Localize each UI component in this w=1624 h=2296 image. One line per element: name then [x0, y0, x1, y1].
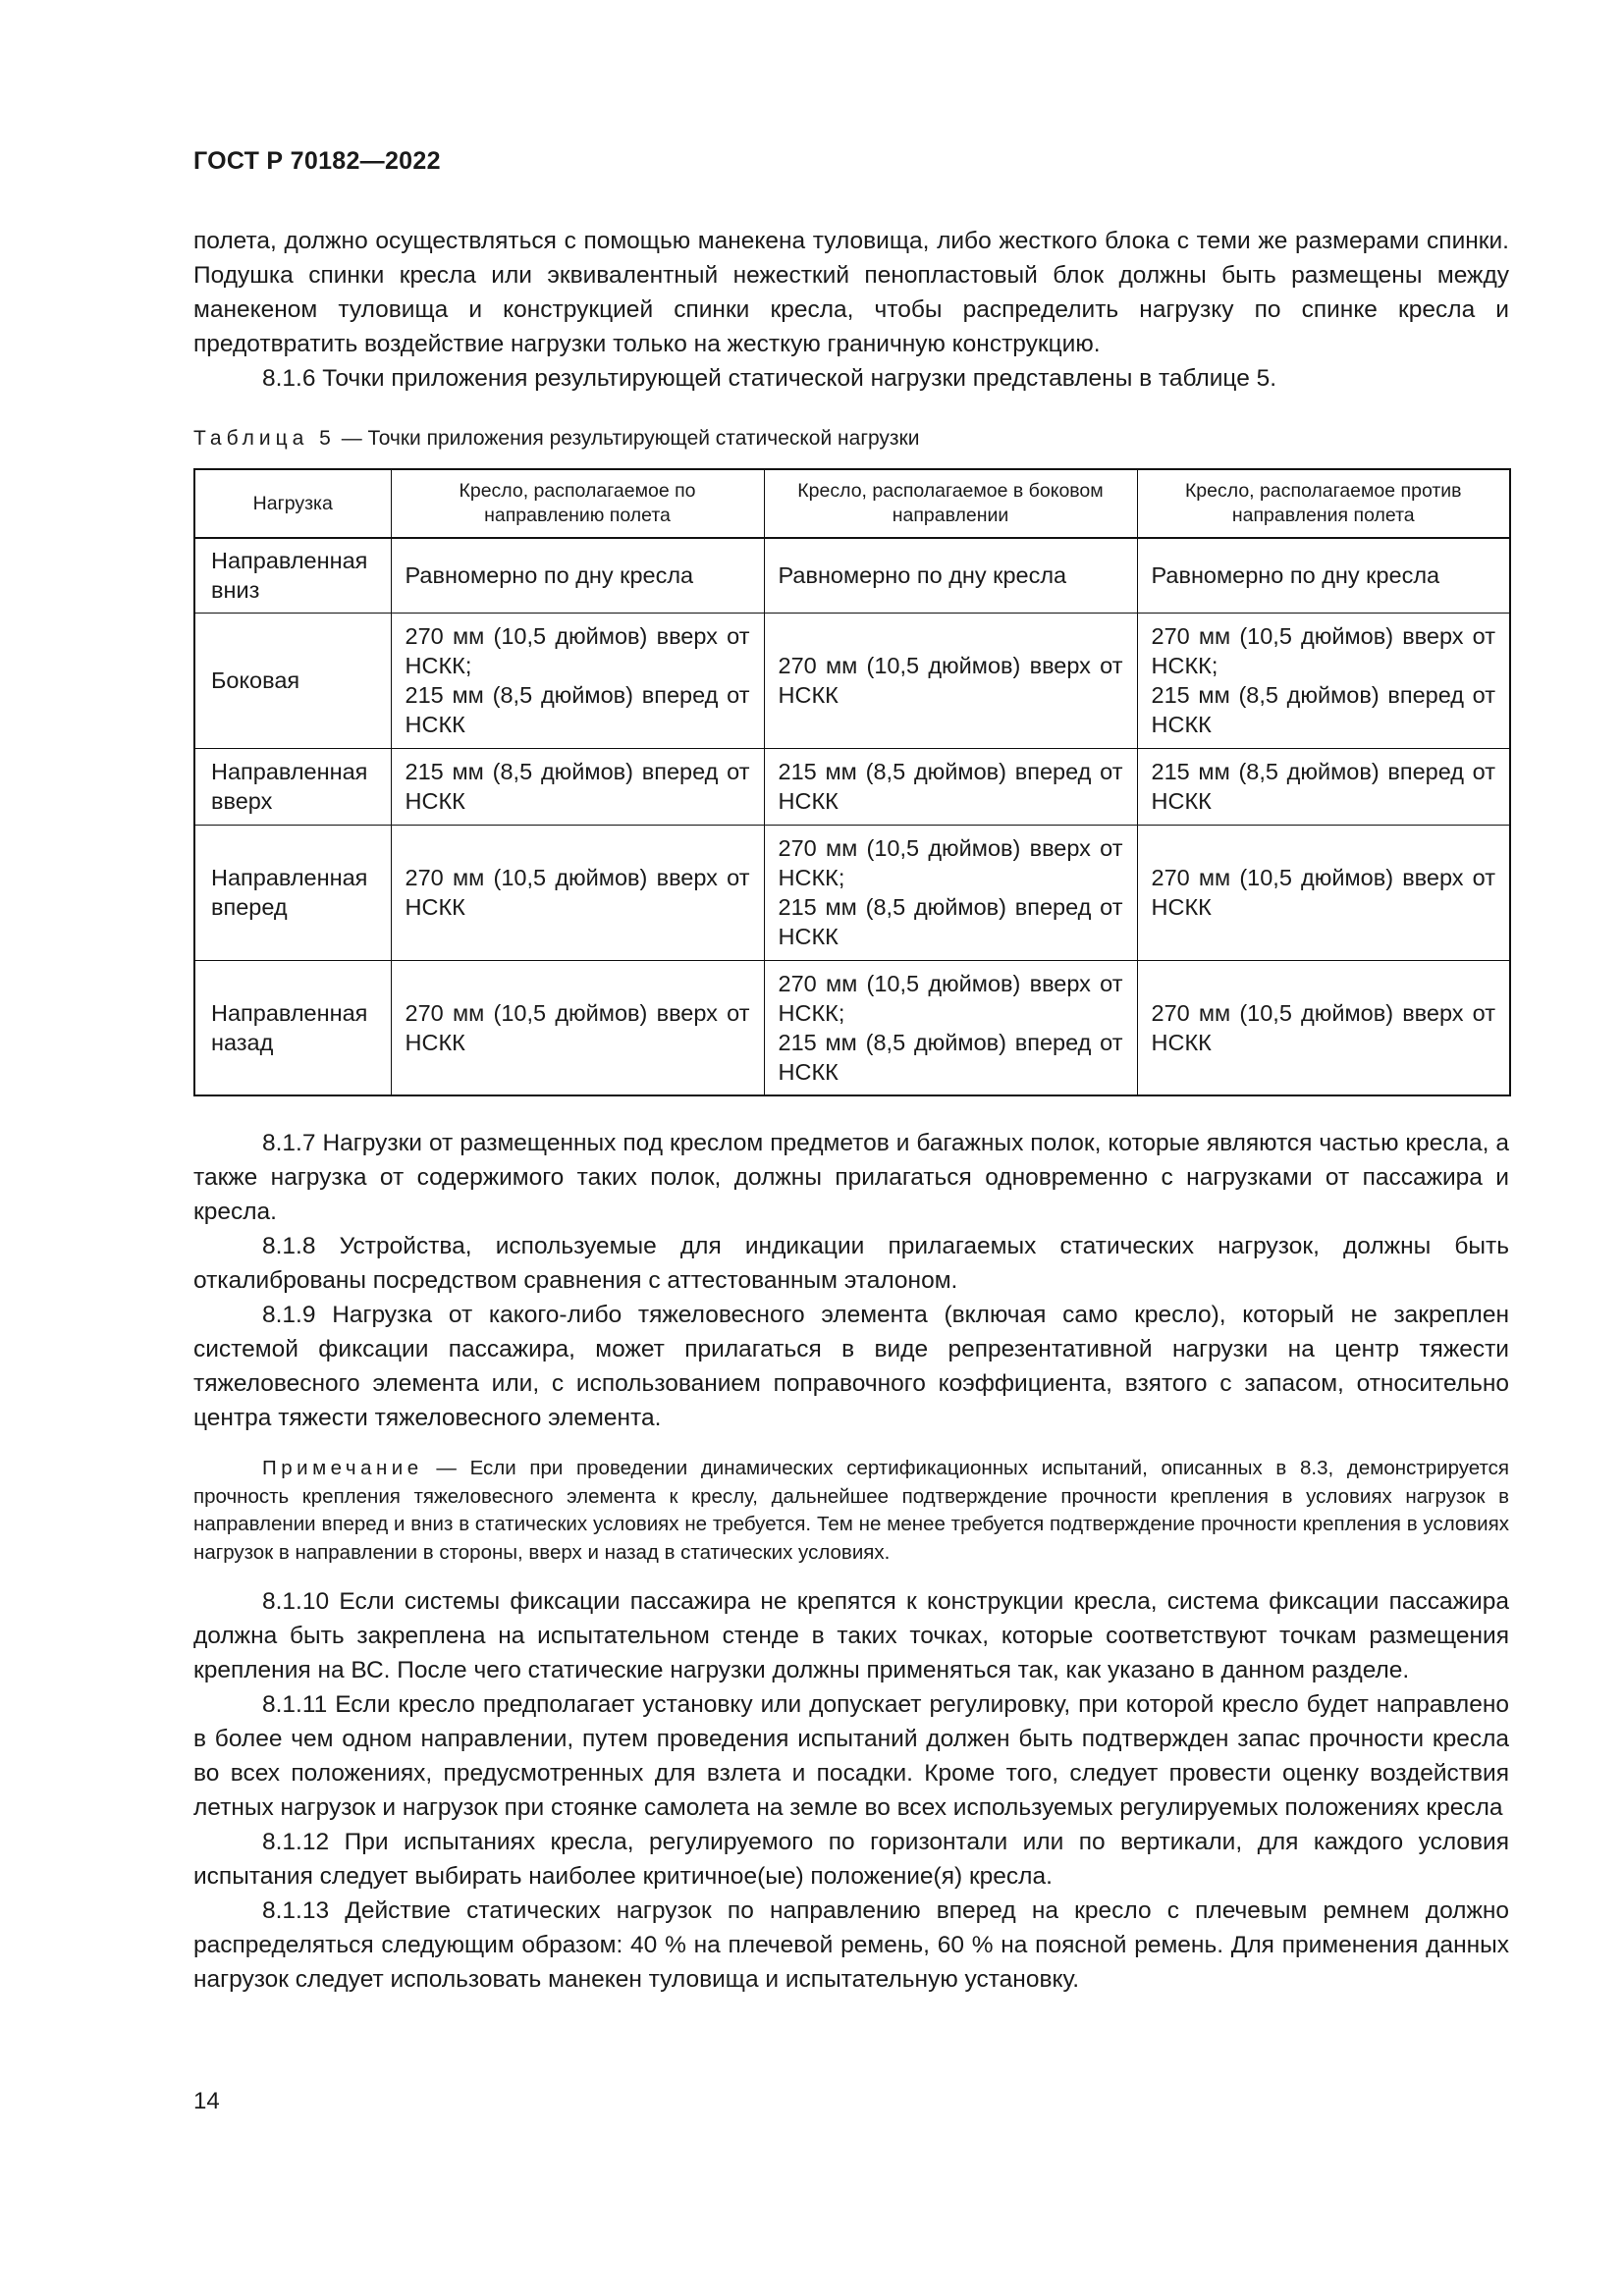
header-forward-seat: Кресло, располагаемое по направлению полета: [391, 469, 764, 538]
table-cell: Направленная вперед: [194, 825, 391, 960]
paragraph-8-1-9: 8.1.9 Нагрузка от какого-либо тяжеловесного элемента (включая само кресло), который не закреплен системой фиксации пассажира, может прилагаться в виде репрезентативной нагрузки на центр тяжести тяжеловесного элемента или, с использованием поправочного коэффициента, взятого с запасом, относительно центра тяжести тяжеловесного элемента.: [193, 1302, 1509, 1431]
paragraph-8-1-7: 8.1.7 Нагрузки от размещенных под креслом предметов и багажных полок, которые являются частью кресла, а также нагрузка от содержимого таких полок, должны прилагаться одновременно с нагрузками от пассажира и кресла.: [193, 1130, 1509, 1225]
table-caption: [193, 425, 1509, 453]
body-text: [193, 1126, 1509, 1997]
paragraph-8-1-12: 8.1.12 При испытаниях кресла, регулируемого по горизонтали или по вертикали, для каждого условия испытания следует выбирать наиболее критичное(ые) положение(я) кресла.: [193, 1829, 1509, 1890]
note: [193, 1455, 1509, 1567]
table-cell: 270 мм (10,5 дюймов) вверх от НСКК: [391, 960, 764, 1095]
table-cell: Направленная вниз: [194, 538, 391, 613]
table-caption-text: — Точки приложения результирующей статической нагрузки: [335, 427, 920, 450]
table-cell: Равномерно по дну кресла: [391, 538, 764, 613]
table-cell: 270 мм (10,5 дюймов) вверх от НСКК; 215 мм (8,5 дюймов) вперед от НСКК: [1137, 613, 1510, 748]
table-cell: 270 мм (10,5 дюймов) вверх от НСКК: [764, 613, 1137, 748]
table-row: [194, 613, 1510, 748]
table-cell: 270 мм (10,5 дюймов) вверх от НСКК: [391, 825, 764, 960]
note-label: Примечание: [262, 1457, 423, 1479]
table-row: [194, 748, 1510, 825]
table-cell: 270 мм (10,5 дюймов) вверх от НСКК: [1137, 960, 1510, 1095]
paragraph-8-1-10: 8.1.10 Если системы фиксации пассажира не крепятся к конструкции кресла, система фиксации пассажира должна быть закреплена на испытательном стенде в таких точках, которые соответствуют точкам размещения крепления на ВС. После чего статические нагрузки должны применяться так, как указано в данном разделе.: [193, 1588, 1509, 1683]
table-cell: Равномерно по дну кресла: [1137, 538, 1510, 613]
table-cell: Направленная назад: [194, 960, 391, 1095]
table-cell: 215 мм (8,5 дюймов) вперед от НСКК: [764, 748, 1137, 825]
table-cell: 215 мм (8,5 дюймов) вперед от НСКК: [1137, 748, 1510, 825]
header-aft-seat: Кресло, располагаемое против направления полета: [1137, 469, 1510, 538]
page-content: [193, 224, 1509, 1997]
paragraph-8-1-8: 8.1.8 Устройства, используемые для индикации прилагаемых статических нагрузок, должны быть откалиброваны посредством сравнения с аттестованным эталоном.: [193, 1233, 1509, 1294]
note-text: — Если при проведении динамических сертификационных испытаний, описанных в 8.3, демонстрируется прочность крепления тяжеловесного элемента к креслу, дальнейшее подтверждение прочности крепления в условиях нагрузок в направлении вперед и вниз в статических условиях не требуется. Тем не менее требуется подтверждение прочности крепления в условиях нагрузок в направлении в стороны, вверх и назад в статических условиях.: [193, 1457, 1509, 1564]
table-cell: Боковая: [194, 613, 391, 748]
header-side-seat: Кресло, располагаемое в боковом направлении: [764, 469, 1137, 538]
header-load: Нагрузка: [194, 469, 391, 538]
paragraph-8-1-6: 8.1.6 Точки приложения результирующей статической нагрузки представлены в таблице 5.: [262, 365, 1277, 392]
table-caption-label: Таблица 5: [193, 427, 336, 450]
table-cell: 270 мм (10,5 дюймов) вверх от НСКК; 215 мм (8,5 дюймов) вперед от НСКК: [764, 825, 1137, 960]
table-row: [194, 538, 1510, 613]
table-row: [194, 825, 1510, 960]
table-cell: 270 мм (10,5 дюймов) вверх от НСКК; 215 мм (8,5 дюймов) вперед от НСКК: [764, 960, 1137, 1095]
page-number: 14: [193, 2088, 220, 2114]
table-row: [194, 960, 1510, 1095]
table-cell: Равномерно по дну кресла: [764, 538, 1137, 613]
table-cell: 270 мм (10,5 дюймов) вверх от НСКК; 215 мм (8,5 дюймов) вперед от НСКК: [391, 613, 764, 748]
table-cell: 215 мм (8,5 дюймов) вперед от НСКК: [391, 748, 764, 825]
static-load-table: [193, 468, 1511, 1096]
table-cell: Направленная вверх: [194, 748, 391, 825]
document-header: ГОСТ Р 70182—2022: [193, 147, 441, 175]
table-header-row: [194, 469, 1510, 538]
paragraph-8-1-13: 8.1.13 Действие статических нагрузок по направлению вперед на кресло с плечевым ремнем должно распределяться следующим образом: 40 % на плечевой ремень, 60 % на поясной ремень. Для применения данных нагрузок следует использовать манекен туловища и испытательную установку.: [193, 1897, 1509, 1993]
paragraph-8-1-11: 8.1.11 Если кресло предполагает установку или допускает регулировку, при которой кресло будет направлено в более чем одном направлении, путем проведения испытаний должен быть подтвержден запас прочности кресла во всех положениях, предусмотренных для взлета и посадки. Кроме того, следует провести оценку воздействия летных нагрузок и нагрузок при стоянке самолета на земле во всех используемых регулируемых положениях кресла: [193, 1691, 1509, 1821]
intro-paragraph: полета, должно осуществляться с помощью манекена туловища, либо жесткого блока с теми же размерами спинки. Подушка спинки кресла или эквивалентный нежесткий пенопластовый блок должны быть размещены между манекеном туловища и конструкцией спинки кресла, чтобы распределить нагрузку по спинке кресла и предотвратить воздействие нагрузки только на жесткую граничную конструкцию.: [193, 228, 1509, 357]
table-cell: 270 мм (10,5 дюймов) вверх от НСКК: [1137, 825, 1510, 960]
